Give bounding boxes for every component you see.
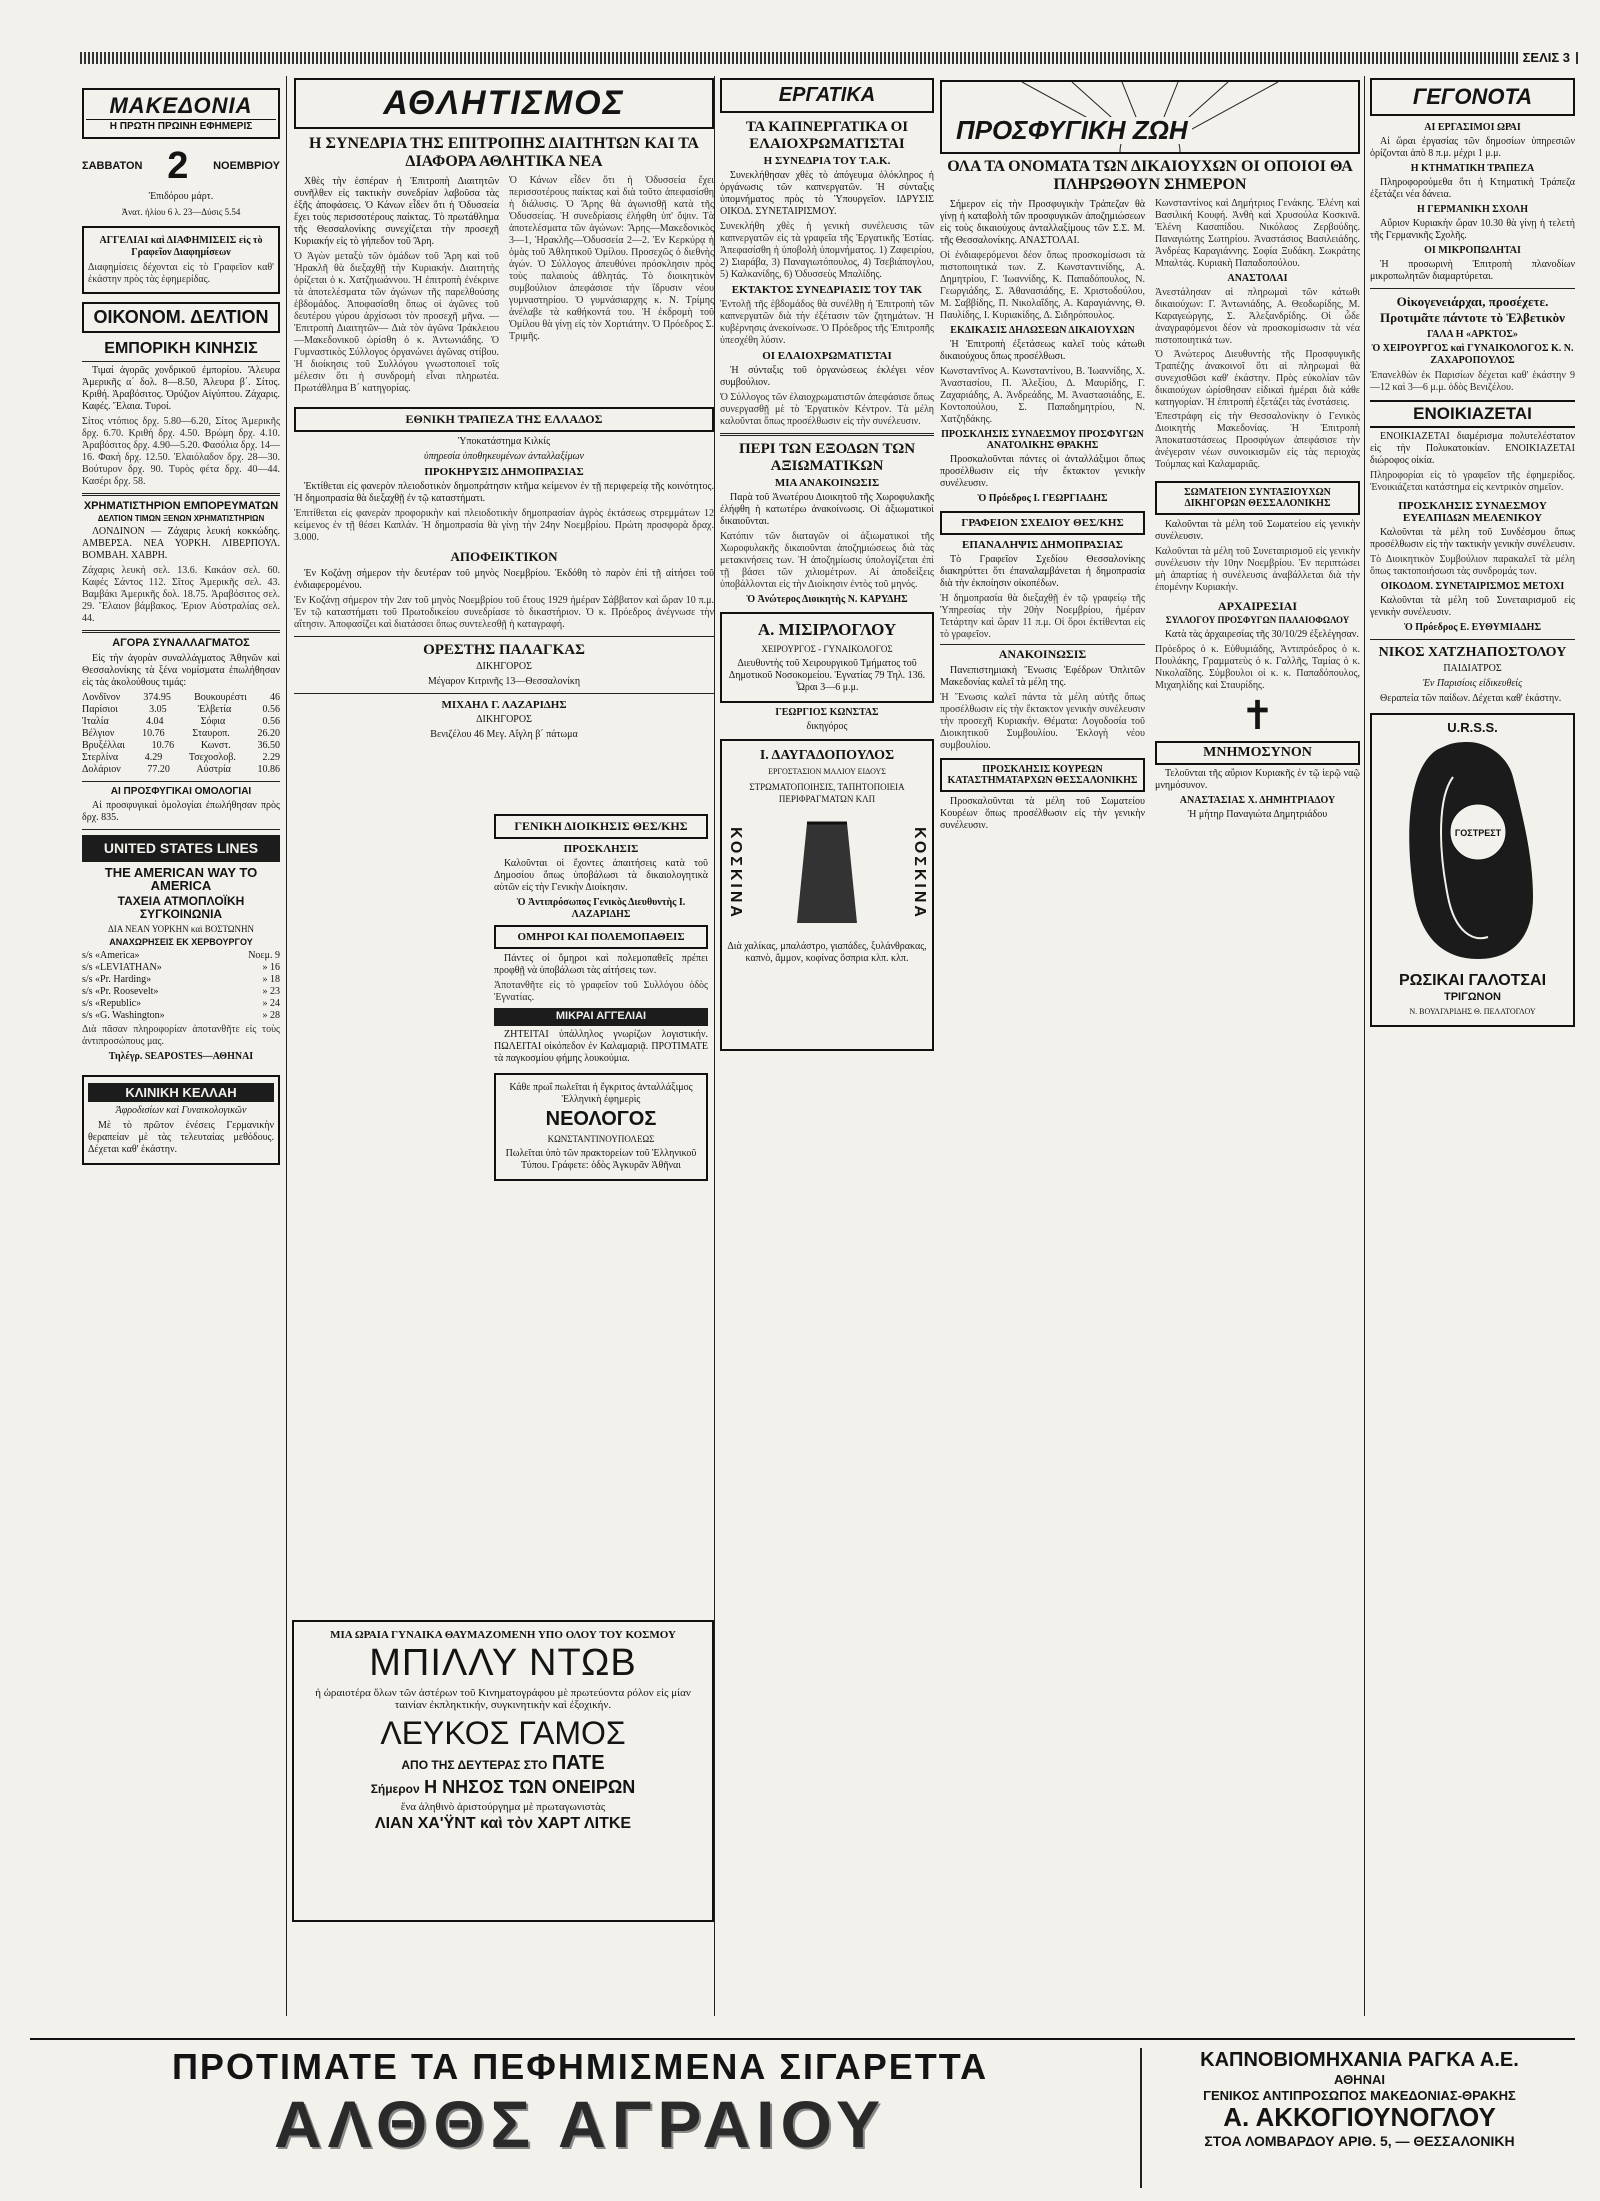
cross-icon: ✝ — [1240, 693, 1275, 740]
labor-subheadline: Η ΣΥΝΕΔΡΙΑ ΤΟΥ Τ.Α.Κ. — [763, 155, 891, 167]
column-labor: ΕΡΓΑΤΙΚΑ ΤΑ ΚΑΠΝΕΡΓΑΤΙΚΑ ΟΙ ΕΛΑΙΟΧΡΩΜΑΤΙΣΤΑΙ Η ΣΥΝΕΔΡΙΑ ΤΟΥ Τ.Α.Κ. Συνεκλήθησαν χθὲς τὸ ἀπόγευμα ὁλόκληρος ἡ ὀργάνωσις τῶν καπνεργατῶν. Ἡ σύνταξις ὑπομνήματος πρὸς τὸ Ὑπουργεῖον. ΙΔΡΥΣΙΣ ΟΙΚΟΔ. ΣΥΝΕΤΑΙΡΙΣΜΟΥ. Συνεκλήθη χθὲς ἡ γενικὴ συνέλευσις τῶν καπνεργατῶν εἰς τὰ γραφεῖα τῆς Ἐργατικῆς Ἑστίας. Ἀπεφασίσθη ἡ ὑποβολὴ ὑπομνήματος. 1) Ζαφειρίου, 2) Σιαράβα, 3) Παναγιωτόπουλος, 4) Τσεβιάπογλου, 5) Καλκανίδης, 6) Ὀδυσσεὺς Μπαλίδης. ΕΚΤΑΚΤΟΣ ΣΥΝΕΔΡΙΑΣΙΣ ΤΟΥ ΤΑΚ Ἐντολῇ τῆς ἑβδομάδος θὰ συνέλθῃ ἡ Ἐπιτροπὴ τῶν καπνεργατῶν διὰ τὴν ἐξέτασιν τῶν ζητημάτων. Ἡ κυβέρνησις ἀνεκοίνωσε. Ὁ Πρόεδρος τῆς Ἐπιτροπῆς ὑπεσχέθη λύσιν. ΟΙ ΕΛΑΙΟΧΡΩΜΑΤΙΣΤΑΙ Ἡ σύνταξις τοῦ ὀργανώσεως ἐκλέγει νέον συμβούλιον. Ὁ Σύλλογος τῶν ἐλαιοχρωματιστῶν ἀπεφάσισε ὅπως συνεργασθῇ μὲ τὸ Ἐργατικὸν Κέντρον. Τὰ μέλη καλοῦνται ὅπως προσέλθωσιν εἰς τὴν συνέλευσιν. ΠΕΡΙ ΤΩΝ ΕΞΟΔΩΝ ΤΩΝ ΑΞΙΩΜΑΤΙΚΩΝ ΜΙΑ ΑΝΑΚΟΙΝΩΣΙΣ Παρὰ τοῦ Ἀνωτέρου Διοικητοῦ τῆς Χωροφυλακῆς ἐλήφθη ἡ κατωτέρω ἀνακοίνωσις. Οἱ ἀξιωματικοὶ δικαιοῦνται. Κατόπιν τῶν διαταγῶν οἱ ἀξιωματικοὶ τῆς Χωροφυλακῆς δικαιοῦνται ἀποζημιώσεως διὰ τὰς μετακινήσεις των. Ἡ ἀποζημίωσις ὑπολογίζεται ἐπὶ τῇ βάσει τῶν χιλιομέτρων. Αἱ ἀποδείξεις ὑποβάλλονται εἰς τὴν Διοίκησιν ἐντὸς τοῦ μηνός. Ὁ Ἀνώτερος Διοικητὴς Ν. ΚΑΡΥΔΗΣ Α. ΜΙΣΙΡΛΟΓΛΟΥ ΧΕΙΡΟΥΡΓΟΣ - ΓΥΝΑΙΚΟΛΟΓΟΣ Διευθυντὴς τοῦ Χειρουργικοῦ Τμήματος τοῦ Δημοτικοῦ Νοσοκομείου. Ἐγνατίας 79 Τηλ. 136. Ὧραι 3—6 μ.μ. ΓΕΩΡΓΙΟΣ ΚΩΝΣΤΑΣ δικηγόρος Ι. ΔΑΥΓΑΔΟΠΟΥΛΟΣ ΕΡΓΟΣΤΑΣΙΟΝ ΜΑΛΙΟΥ ΕΙΔΟΥΣ ΣΤΡΩΜΑΤΟΠΟΙΗΣΙΣ, ΤΑΠΗΤΟΠΟΙΕΙΑ ΠΕΡΙΦΡΑΓΜΑΤΩΝ ΚΛΠ ΚΟΣΚΙΝΑ ΚΟΣΚΙΝΑ Διὰ χαλίκας, μπαλάστρο, γιαπάδες, ξυλάνθρακας, καπνὸ, ἄμμον, κοφίνας ὅσπρια κλπ. κλπ. — [720, 76, 934, 2036]
fx-cell: 36.50 — [257, 739, 280, 751]
officers-expenses-signature: Ὁ Ἀνώτερος Διοικητὴς Ν. ΚΑΡΥΔΗΣ — [746, 594, 908, 606]
fx-cell: 0.56 — [262, 715, 280, 727]
shipping-cell: s/s «LEVIATHAN» — [82, 961, 162, 973]
shipping-row — [82, 998, 280, 1010]
fx-cell: Σταυροπ. — [192, 727, 230, 739]
shipping-row — [82, 962, 280, 974]
fx-intro: Εἰς τὴν ἀγορὰν συναλλάγματος Ἀθηνῶν καὶ Θεσσαλονίκης τὰ ξένα νομίσματα ἐπωλήθησαν εἰς τὰς ἀκολούθους τιμάς: — [82, 652, 280, 688]
elections-text: Κατὰ τὰς ἀρχαιρεσίας τῆς 30/10/29 ἐξελέγησαν. — [1165, 629, 1359, 641]
date-number: 2 — [167, 144, 189, 187]
plans-subtitle: ΕΠΑΝΑΛΗΨΙΣ ΔΗΜΟΠΡΑΣΙΑΣ — [962, 539, 1123, 552]
neologos-intro: Κάθε πρωΐ πωλεῖται ἡ ἔγκριτος ἀνταλλάξιμος Ἑλληνικὴ ἐφημερὶς — [509, 1081, 693, 1105]
fx-cell: 4.04 — [145, 715, 164, 727]
shipping-departures: ΑΝΑΧΩΡΗΣΕΙΣ ΕΚ ΧΕΡΒΟΥΡΓΟΥ — [109, 937, 253, 948]
shipping-route: ΔΙΑ ΝΕΑΝ ΥΟΡΚΗΝ καὶ ΒΟΣΤΩΝΗΝ — [107, 924, 254, 935]
film-star: ΜΠΙΛΛΥ ΝΤΩΒ — [369, 1642, 637, 1684]
refugee-headline: ΟΛΑ ΤΑ ΟΝΟΜΑΤΑ ΤΩΝ ΔΙΚΑΙΟΥΧΩΝ ΟΙ ΟΠΟΙΟΙ ΘΑ ΠΛΗΡΩΘΟΥΝ ΣΗΜΕΡΟΝ — [947, 158, 1353, 193]
lawyer1-address: Μέγαρον Κιτρινῆς 13—Θεσσαλονίκη — [427, 676, 581, 688]
stock-text: ΛΟΝΔΙΝΟΝ — Ζάχαρις λευκή κοκκώδης. ΑΜΒΕΡΣΑ. ΝΕΑ ΥΟΡΚΗ. ΛΙΒΕΡΠΟΥΛ. ΒΟΜΒΑΗ. ΧΑΒΡΗ. — [82, 526, 280, 562]
surgeon-name: Α. ΜΙΣΙΡΛΟΓΛΟΥ — [757, 620, 897, 640]
memorial-text: Τελοῦνται τῆς αὔριον Κυριακῆς ἐν τῷ ἱερῷ ναῷ μνημόσυνον. — [1155, 767, 1360, 791]
rent-title: ΕΝΟΙΚΙΑΖΕΤΑΙ — [1370, 400, 1575, 428]
bank-title: ΕΘΝΙΚΗ ΤΡΑΠΕΖΑ ΤΗΣ ΕΛΛΑΔΟΣ — [294, 407, 714, 432]
galoshes-subtitle: ΤΡΙΓΩΝΟΝ — [1444, 990, 1501, 1003]
coop-text: Καλοῦνται τὰ μέλη τοῦ Συνεταιρισμοῦ εἰς γενικὴν συνέλευσιν. — [1370, 595, 1575, 619]
plans-text: Τὸ Γραφεῖον Σχεδίου Θεσσαλονίκης διακηρύττει ὅτι ἐπαναλαμβάνεται ἡ δημοπρασία διὰ τὴν ἐκποίησιν οἰκοπέδων. — [940, 554, 1145, 590]
pediatrician-text: Θεραπεία τῶν παίδων. Δέχεται καθ' ἑκάστην. — [1380, 693, 1562, 705]
events-sub3: Η ΓΕΡΜΑΝΙΚΗ ΣΧΟΛΗ — [1416, 204, 1528, 215]
sports-banner: ΑΘΛΗΤΙΣΜΟΣ — [294, 78, 714, 129]
shipping-subtitle: ΤΑΧΕΙΑ ΑΤΜΟΠΛΟΪΚΗ ΣΥΓΚΟΙΝΩΝΙΑ — [117, 894, 245, 921]
fx-cell: Βέλγιον — [82, 727, 115, 739]
fx-cell: Τσεχοσλοβ. — [188, 751, 236, 763]
hostages-text: Πάντες οἱ ὅμηροι καὶ πολεμοπαθεῖς πρέπει προφθῇ νὰ ὑποβάλωσι τὰς αἰτήσεις των. — [494, 953, 708, 977]
cigarette-agency: ΓΕΝΙΚΟΣ ΑΝΤΙΠΡΟΣΩΠΟΣ ΜΑΚΕΔΟΝΙΑΣ-ΘΡΑΚΗΣ — [1203, 2087, 1516, 2103]
date-month: ΝΟΕΜΒΡΙΟΥ — [213, 159, 280, 172]
events-text2: Πληροφορούμεθα ὅτι ἡ Κτηματικὴ Τράπεζα ἐξετάζει νέα δάνεια. — [1370, 177, 1575, 200]
neologos-ad — [494, 1073, 708, 1181]
column-events: ΓΕΓΟΝΟΤΑ ΑΙ ΕΡΓΑΣΙΜΟΙ ΩΡΑΙ Αἱ ὥραι ἐργασίας τῶν δημοσίων ὑπηρεσιῶν ὁρίζονται ἀπὸ 8 π.μ. μέχρι 1 μ.μ. Η ΚΤΗΜΑΤΙΚΗ ΤΡΑΠΕΖΑ Πληροφορούμεθα ὅτι ἡ Κτηματικὴ Τράπεζα ἐξετάζει νέα δάνεια. Η ΓΕΡΜΑΝΙΚΗ ΣΧΟΛΗ Αὔριον Κυριακὴν ὥραν 10.30 θὰ γίνῃ ἡ τελετὴ τῆς Γερμανικῆς Σχολῆς. ΟΙ ΜΙΚΡΟΠΩΛΗΤΑΙ Ἡ προσωρινὴ Ἐπιτροπὴ πλανοδίων μικροπωλητῶν διαμαρτύρεται. Οἰκογενειάρχαι, προσέχετε. Προτιμᾶτε πάντοτε τὸ Ἑλβετικὸν ΓΑΛΑ Η «ΑΡΚΤΟΣ» Ὁ ΧΕΙΡΟΥΡΓΟΣ καὶ ΓΥΝΑΙΚΟΛΟΓΟΣ Κ. Ν. ΖΑΧΑΡΟΠΟΥΛΟΣ Ἐπανελθὼν ἐκ Παρισίων δέχεται καθ' ἑκάστην 9—12 καὶ 3—6 μ.μ. ὁδὸς Βενιζέλου. ΕΝΟΙΚΙΑΖΕΤΑΙ ΕΝΟΙΚΙΑΖΕΤΑΙ διαμέρισμα πολυτελέστατον εἰς τὴν Πολυκατοικίαν. ΕΝΟΙΚΙΑΖΕΤΑΙ διώροφος οἰκία. Πληροφορίαι εἰς τὸ γραφεῖον τῆς ἐφημερίδος. Ἐνοικιάζεται κατάστημα εἰς κεντρικὸν σημεῖον. ΠΡΟΣΚΛΗΣΙΣ ΣΥΝΔΕΣΜΟΥ ΕΥΕΛΠΙΔΩΝ ΜΕΛΕΝΙΚΟΥ Καλοῦνται τὰ μέλη τοῦ Συνδέσμου ὅπως προσέλθωσιν εἰς τὴν τακτικὴν γενικὴν συνέλευσιν. Τὸ Διοικητικὸν Συμβούλιον παρακαλεῖ τὰ μέλη ὅπως τακτοποιήσωσι τὰς συνδρομάς των. ΟΙΚΟΔΟΜ. ΣΥΝΕΤΑΙΡΙΣΜΟΣ ΜΕΤΟΧΙ Καλοῦνται τὰ μέλη τοῦ Συνεταιρισμοῦ εἰς γενικὴν συνέλευσιν. Ὁ Πρόεδρος Ε. ΕΥΘΥΜΙΑΔΗΣ ΝΙΚΟΣ ΧΑΤΖΗΑΠΟΣΤΟΛΟΥ ΠΑΙΔΙΑΤΡΟΣ Ἐν Παρισίοις εἰδικευθείς Θεραπεία τῶν παίδων. Δέχεται καθ' ἑκάστην. U.R.S.S. ΓΟΣΤΡΕΣΤ ΡΩΣΙΚΑΙ ΓΑΛΟΤΣΑΙ ΤΡΙΓΩΝΟΝ Ν. ΒΟΥΛΓΑΡΙΔΗΣ Θ. ΠΕΛΑΤΟΓΛΟΥ — [1370, 76, 1575, 2036]
barbers-text: Προσκαλοῦνται τὰ μέλη τοῦ Σωματείου Κουρέων ὅπως προσέλθωσιν εἰς τὴν γενικὴν συνέλευσιν. — [940, 795, 1145, 831]
bylaws-title: ΣΩΜΑΤΕΙΟΝ ΣΥΝΤΑΞΙΟΥΧΩΝ ΔΙΚΗΓΟΡΩΝ ΘΕΣΣΑΛΟΝΙΚΗΣ — [1155, 481, 1360, 515]
film-cinema: ΠΑΤΕ — [551, 1752, 605, 1775]
shipping-cell: » 23 — [262, 985, 280, 997]
neologos-city: ΚΩΝΣΤΑΝΤΙΝΟΥΠΟΛΕΩΣ — [547, 1133, 655, 1144]
fx-cell: 374.95 — [143, 691, 171, 703]
fx-row — [82, 692, 280, 704]
cigarette-company: ΚΑΠΝΟΒΙΟΜΗΧΑΝΙΑ ΡΑΓΚΑ Α.Ε. — [1200, 2049, 1519, 2071]
small-ads-title: ΜΙΚΡΑΙ ΑΓΓΕΛΙΑΙ — [494, 1008, 708, 1026]
fx-cell: Αὐστρία — [196, 763, 231, 775]
column-admin: ΓΕΝΙΚΗ ΔΙΟΙΚΗΣΙΣ ΘΕΣ/ΚΗΣ ΠΡΟΣΚΛΗΣΙΣ Καλοῦνται οἱ ἔχοντες ἀπαιτήσεις κατὰ τοῦ Δημοσίου ὅπως ὑποβάλωσι τὰ δικαιολογητικὰ αὐτῶν εἰς τὴν Γενικὴν Διοίκησιν. Ὁ Ἀντιπρόσωπος Γενικὸς Διευθυντὴς Ι. ΛΑΖΑΡΙΔΗΣ ΟΜΗΡΟΙ ΚΑΙ ΠΟΛΕΜΟΠΑΘΕΙΣ Πάντες οἱ ὅμηροι καὶ πολεμοπαθεῖς πρέπει προφθῇ νὰ ὑποβάλωσι τὰς αἰτήσεις των. Ἀποτανθῆτε εἰς τὸ γραφεῖον τοῦ Συλλόγου ὁδὸς Ἐγνατίας. ΜΙΚΡΑΙ ΑΓΓΕΛΙΑΙ ΖΗΤΕΙΤΑΙ ὑπάλληλος γνωρίζων λογιστικήν. ΠΩΛΕΙΤΑΙ οἰκόπεδον ἐν Καλαμαριᾷ. ΠΡΟΤΙΜΑΤΕ τὰ παγκοσμίου φήμης λουκούμια. Κάθε πρωΐ πωλεῖται ἡ ἔγκριτος ἀνταλλάξιμος Ἑλληνικὴ ἐφημερὶς ΝΕΟΛΟΓΟΣ ΚΩΝΣΤΑΝΤΙΝΟΥΠΟΛΕΩΣ Πωλεῖται ὑπὸ τῶν πρακτορείων τοῦ Ἑλληνικοῦ Τύπου. Γράφετε: ὁδὸς Ἀγκυρᾶν Ἀθῆναι — [494, 810, 708, 1770]
fx-cell: Κωνστ. — [200, 739, 231, 751]
officers-expenses-subtitle: ΜΙΑ ΑΝΑΚΟΙΝΩΣΙΣ — [774, 477, 880, 490]
fx-cell: 26.20 — [257, 727, 280, 739]
officers-expenses-title: ΠΕΡΙ ΤΩΝ ΕΞΟΔΩΝ ΤΩΝ ΑΞΙΩΜΑΤΙΚΩΝ — [738, 441, 916, 474]
sports-body: Χθὲς τὴν ἑσπέραν ἡ Ἐπιτροπὴ Διαιτητῶν συνῆλθεν εἰς τακτικὴν συνεδρίαν λαβοῦσα τὰς ἑξῆς ἀποφάσεις. Ὁ Κάνων εἶδεν ὅτι ἡ Ὀδυσσεία ἔχει τοὺς περισσοτέρους παίκτας. Τὸ πρωτάθλημα τῆς Θεσσαλονίκης συνεχίζεται τὴν προσεχῆ Κυριακήν εἰς τὸ γήπεδον τοῦ Ἄρη. — [294, 176, 499, 248]
fx-row — [82, 728, 280, 740]
sieve-icon — [772, 813, 882, 933]
refugee-bonds-text: Αἱ προσφυγικαὶ ὁμολογίαι ἐπωλήθησαν πρὸς δρχ. 835. — [82, 800, 280, 824]
film-ad — [292, 1620, 714, 1922]
lawyer1-name: ΟΡΕΣΤΗΣ ΠΑΛΑΓΚΑΣ — [423, 641, 585, 658]
galoshes-agents: Ν. ΒΟΥΛΓΑΡΙΔΗΣ Θ. ΠΕΛΑΤΟΓΛΟΥ — [1409, 1007, 1536, 1017]
lawyer1-role: ΔΙΚΗΓΟΡΟΣ — [476, 661, 532, 673]
announce-text: Πανεπιστημιακὴ Ἕνωσις Ἐφέδρων Ὀπλιτῶν Μακεδονίας καλεῖ τὰ μέλη της. — [940, 664, 1145, 688]
admin-text: Καλοῦνται οἱ ἔχοντες ἀπαιτήσεις κατὰ τοῦ Δημοσίου ὅπως ὑποβάλωσι τὰ δικαιολογητικὰ αὐτῶν εἰς τὴν Γενικὴν Διοίκησιν. — [494, 858, 708, 894]
fx-cell: 10.86 — [257, 763, 280, 775]
fx-cell: 77.20 — [147, 763, 170, 775]
tender-title: ΕΚΔΙΚΑΣΙΣ ΔΗΛΩΣΕΩΝ ΔΙΚΑΙΟΥΧΩΝ — [950, 325, 1135, 337]
refugee-bonds-title: ΑΙ ΠΡΟΣΦΥΓΙΚΑΙ ΟΜΟΛΟΓΙΑΙ — [110, 785, 252, 797]
stock-subtitle: ΔΕΛΤΙΟΝ ΤΙΜΩΝ ΞΕΝΩΝ ΧΡΗΜΑΤΙΣΤΗΡΙΩΝ — [97, 513, 265, 523]
galoshes-ad — [1370, 713, 1575, 1027]
page-number: ΣΕΛΙΣ 3 — [1519, 50, 1574, 65]
clinic-text: Μὲ τὸ πρῶτον ἐνέσεις Γερμανικὴν θεραπείαν μὲ τὰς τελευταίας μεθόδους. Δέχεται καθ' ἑκάστην. — [88, 1120, 274, 1156]
cigarette-brand: ΑΛΘΘΣ ΑΓΡΑΙΟΥ — [273, 2086, 887, 2161]
announce-title: ΑΝΑΚΟΙΝΩΣΙΣ — [940, 644, 1145, 661]
workshop-label-right: ΚΟΣΚΙΝΑ — [911, 826, 928, 920]
notice-signature: Ὁ Πρόεδρος Ι. ΓΕΩΡΓΙΑΔΗΣ — [977, 493, 1108, 505]
column-sports: ΑΘΛΗΤΙΣΜΟΣ Η ΣΥΝΕΔΡΙΑ ΤΗΣ ΕΠΙΤΡΟΠΗΣ ΔΙΑΙΤΗΤΩΝ ΚΑΙ ΤΑ ΔΙΑΦΟΡΑ ΑΘΛΗΤΙΚΑ ΝΕΑ Χθὲς τὴν ἑσπέραν ἡ Ἐπιτροπὴ Διαιτητῶν συνῆλθεν εἰς τακτικὴν συνεδρίαν λαβοῦσα τὰς ἑξῆς ἀποφάσεις. Ὁ Κάνων εἶδεν ὅτι ἡ Ὀδυσσεία ἔχει τοὺς περισσοτέρους παίκτας. Τὸ πρωτάθλημα τῆς Θεσσαλονίκης συνεχίζεται τὴν προσεχῆ Κυριακήν εἰς τὸ γήπεδον τοῦ Ἄρη. Ὁ Ἀγὼν μεταξὺ τῶν ὁμάδων τοῦ Ἄρη καὶ τοῦ Ἡρακλῆ θὰ διεξαχθῇ τὴν Κυριακήν. Διαιτητὴς ὁρίζεται ὁ κ. Χατζηιωάννου. Ἡ ἐπιτροπὴ ἐνέκρινε τὰ ἀποτελέσματα τῶν ἀγώνων τῆς παρελθούσης ἑβδομάδος. Ἀποφασίσθη ὅπως οἱ ἀγῶνες τοῦ δευτέρου γύρου ἀρχίσωσι τὸν προσεχῆ μῆνα. —Ἐπιτροπὴ Διαιτητῶν— Διὰ τὸν ἀγῶνα Ἰράκλειου—Μακεδονικοῦ ὡρίσθη ὁ κ. Ἀντωνιάδης. Ὁ Γυμναστικὸς Σύλλογος ὀργανώνει ἀγῶνας στίβου. Ἡ διοίκησις τοῦ Συλλόγου γνωστοποιεῖ τοῖς μέλεσιν ὅτι ἡ συνδρομὴ εἶναι πληρωτέα. Πρωτάθλημα Β΄ κατηγορίας. Ὁ Κάνων εἶδεν ὅτι ἡ Ὀδυσσεία ἔχει περισσοτέρους παίκτας καὶ διὰ τοῦτο ἀπεφασίσθη ἡ διάλυσις. Ὁ Ἄρης θὰ ἀγωνισθῇ κατὰ τῆς Ὀδυσσείας. Ἡ συνεδρίασις ἐλήφθη ὑπ' ὄψιν. Τὰ ἀποτελέσματα τῶν ἀγώνων: Ἄρης—Μακεδονικὸς 3—1, Ἡρακλῆς—Ὀδυσσεία 2—2. Ἐν Κερκύρᾳ ἡ ὁμὰς τοῦ Ἀθλητικοῦ Ὁμίλου. Προσεχῶς ὁ διεθνὴς ἀγών. Ὁ Σύλλογος ἀπευθύνει πρόσκλησιν πρὸς τοὺς παλαιοὺς ἀθλητάς. Τὸ διοικητικὸν συμβούλιον ἀπεφάσισε τὴν ἵδρυσιν νέου γυμναστηρίου. Ὁ γυμνάσιαρχης κ. Ν. Τρίμης ἀνέλαβε τὰ καθήκοντά του. Ἡ ἐκδρομὴ τοῦ Ὀμίλου θὰ γίνῃ εἰς τὸν Χορτιάτην. Ὁ Πρόεδρος Σ. Τριμῆς. ΕΘΝΙΚΗ ΤΡΑΠΕΖΑ ΤΗΣ ΕΛΛΑΔΟΣ Ὑποκατάστημα Κιλκίς ὑπηρεσία ὑποθηκευμένων ἀνταλλαξίμων ΠΡΟΚΗΡΥΞΙΣ ΔΗΜΟΠΡΑΣΙΑΣ Ἐκτίθεται εἰς φανερὸν πλειοδοτικὸν δημοπράτησιν κτῆμα κείμενον ἐν τῇ περιφερείᾳ τῆς κοινότητος. Ἡ δημοπρασία θὰ διεξαχθῇ ἐν τῷ καταστήματι. Ἐπιτίθεται εἰς φανερὰν προφορικὴν καὶ πλειοδοτικὴν δημοπρασίαν ἀγρὸς ἐκτάσεως στρεμμάτων 12 κείμενος ἐν τῇ θέσει Καπλάν. Ἡ δημοπρασία θὰ γίνῃ τὴν 24ην Νοεμβρίου. Πρώτη προσφορὰ δραχ. 3.000. ΑΠΟΦΕΙΚΤΙΚΟΝ Ἐν Κοζάνῃ σήμερον τὴν δευτέραν τοῦ μηνὸς Νοεμβρίου. Ἐκδόθη τὸ παρὸν ἐπὶ τῇ αἰτήσει τοῦ ἐνδιαφερομένου. Ἐν Κοζάνῃ σήμερον τὴν 2αν τοῦ μηνὸς Νοεμβρίου τοῦ ἔτους 1929 ἡμέραν Σάββατον καὶ ὥραν 10 π.μ. Ἐν τῷ καταστήματι τοῦ Πρωτοδικείου συνεδρίασε τὸ δικαστήριον. Ὁ κ. Πρόεδρος ἀνέγνωσε τὴν αἴτησιν. Ἀποφασίζει καὶ διατάσσει ὅπως συντελεσθῇ ἡ καταγραφή. ΟΡΕΣΤΗΣ ΠΑΛΑΓΚΑΣ ΔΙΚΗΓΟΡΟΣ Μέγαρον Κιτρινῆς 13—Θεσσαλονίκη ΜΙΧΑΗΛ Γ. ΛΑΖΑΡΙΔΗΣ ΔΙΚΗΓΟΡΟΣ Βενιζέλου 46 Μεγ. Αἴγλη β΄ πάτωμα — [294, 76, 714, 2036]
admin-title: ΓΕΝΙΚΗ ΔΙΟΙΚΗΣΙΣ ΘΕΣ/ΚΗΣ — [494, 814, 708, 839]
pediatrician-name: ΝΙΚΟΣ ΧΑΤΖΗΑΠΟΣΤΟΛΟΥ — [1378, 645, 1567, 661]
cigarette-city: ΑΘΗΝΑΙ — [1334, 2072, 1385, 2087]
clinic-ad — [82, 1075, 280, 1166]
labor-banner: ΕΡΓΑΤΙΚΑ — [720, 78, 934, 113]
bylaws-text: Καλοῦνται τὰ μέλη τοῦ Σωματείου εἰς γενικὴν συνέλευσιν. — [1155, 519, 1360, 543]
workshop-footer: Διὰ χαλίκας, μπαλάστρο, γιαπάδες, ξυλάνθρακας, καπνὸ, ἄμμον, κοφίνας ὅσπρια κλπ. κλπ. — [727, 941, 927, 965]
film-today-prefix: Σήμερον — [370, 1782, 420, 1797]
labor-headline: ΤΑ ΚΑΠΝΕΡΓΑΤΙΚΑ ΟΙ ΕΛΑΙΟΧΡΩΜΑΤΙΣΤΑΙ — [745, 119, 909, 152]
elections-title: ΑΡΧΑΙΡΕΣΙΑΙ — [1217, 599, 1298, 614]
fx-title: ΑΓΟΡΑ ΣΥΝΑΛΛΑΓΜΑΤΟΣ — [112, 637, 250, 650]
memorial-signature: Ἡ μήτηρ Παναγιώτα Δημητριάδου — [1187, 808, 1328, 820]
shipping-row — [82, 950, 280, 962]
lawyer2-address: Βενιζέλου 46 Μεγ. Αἴγλη β΄ πάτωμα — [430, 729, 578, 741]
masthead-box — [82, 88, 280, 139]
date-saint: Ἐπιδόρου μάρτ. — [148, 191, 214, 203]
bank-branch: Ὑποκατάστημα Κιλκίς — [457, 436, 551, 448]
shipping-row — [82, 986, 280, 998]
club-text: Καλοῦνται τὰ μέλη τοῦ Συνδέσμου ὅπως προσέλθωσιν εἰς τὴν τακτικὴν γενικὴν συνέλευσιν. — [1370, 527, 1575, 551]
rent-text: ΕΝΟΙΚΙΑΖΕΤΑΙ διαμέρισμα πολυτελέστατον εἰς τὴν Πολυκατοικίαν. ΕΝΟΙΚΙΑΖΕΤΑΙ διώροφος οἰκία. — [1370, 430, 1575, 466]
fx-cell: Βουκουρέστι — [194, 691, 247, 703]
shipping-title: THE AMERICAN WAY TO AMERICA — [104, 864, 258, 894]
fx-cell: 2.29 — [262, 751, 280, 763]
refugee-banner-title: ΠΡΟΣΦΥΓΙΚΗ ΖΩΗ — [952, 117, 1192, 144]
ads-box: ΑΓΓΕΛΙΑΙ καὶ ΔΙΑΦΗΜΙΣΕΙΣ εἰς τὸ Γραφεῖον Διαφημίσεων Διαφημίσεις δέχονται εἰς τὸ Γραφεῖον καθ' ἑκάστην πρὸς τὰς ἐφημερίδας. — [82, 226, 280, 294]
top-rule — [80, 52, 1580, 64]
events-text3: Αὔριον Κυριακὴν ὥραν 10.30 θὰ γίνῃ ἡ τελετὴ τῆς Γερμανικῆς Σχολῆς. — [1370, 218, 1575, 241]
officers-expenses-text: Παρὰ τοῦ Ἀνωτέρου Διοικητοῦ τῆς Χωροφυλακῆς ἐλήφθη ἡ κατωτέρω ἀνακοίνωσις. Οἱ ἀξιωματικοὶ δικαιοῦνται. — [720, 492, 934, 528]
commerce-title: ΕΜΠΟΡΙΚΗ ΚΙΝΗΣΙΣ — [82, 341, 280, 362]
events-text4: Ἡ προσωρινὴ Ἐπιτροπὴ πλανοδίων μικροπωλητῶν διαμαρτύρεται. — [1370, 259, 1575, 282]
cigarette-agent: Α. ΑΚΚΟΓΙΟΥΝΟΓΛΟΥ — [1223, 2102, 1496, 2133]
fx-cell: Λονδῖνον — [82, 691, 121, 703]
stock-title: ΧΡΗΜΑΤΙΣΤΗΡΙΟΝ ΕΜΠΟΡΕΥΜΑΤΩΝ — [83, 500, 279, 513]
shipping-cell: s/s «G. Washington» — [82, 1009, 165, 1021]
lawyer3-name: ΓΕΩΡΓΙΟΣ ΚΩΝΣΤΑΣ — [775, 707, 879, 719]
pediatrician-sub: Ἐν Παρισίοις εἰδικευθείς — [1422, 678, 1523, 690]
fx-cell: Παρίσιοι — [82, 703, 118, 715]
column-refugee: ΠΡΟΣΦΥΓΙΚΗ ΖΩΗ ΟΛΑ ΤΑ ΟΝΟΜΑΤΑ ΤΩΝ ΔΙΚΑΙΟΥΧΩΝ ΟΙ ΟΠΟΙΟΙ ΘΑ ΠΛΗΡΩΘΟΥΝ ΣΗΜΕΡΟΝ Σήμερον εἰς τὴν Προσφυγικὴν Τράπεζαν θὰ γίνῃ ἡ καταβολὴ τῶν προσφυγικῶν ἀποζημιώσεων εἰς τοὺς δικαιούχους ἀνταλλαξίμους τῶν Σ.Σ. Μ. τῆς Θεσσαλονίκης. ΑΝΑΣΤΟΛΑΙ. Οἱ ἐνδιαφερόμενοι δέον ὅπως προσκομίσωσι τὰ πιστοποιητικά των. Ζ. Κωνσταντινίδης, Α. Δημητρίου, Γ. Ἰωαννίδης, Κ. Παπαδόπουλος, Ν. Γεωργιάδης, Σ. Ἀθανασιάδης, Ε. Χριστοδούλου, Μ. Σαββίδης, Π. Νικολαΐδης, Α. Καραγιάννης, Θ. Παυλίδης, Ι. Κυριακίδης, Δ. Σιδηρόπουλος. ΕΚΔΙΚΑΣΙΣ ΔΗΛΩΣΕΩΝ ΔΙΚΑΙΟΥΧΩΝ Ἡ Ἐπιτροπὴ ἐξετάσεως καλεῖ τοὺς κάτωθι δικαιούχους ὅπως προσέλθωσι. Κωνσταντῖνος Α. Κωνσταντίνου, Β. Ἰωαννίδης, Χ. Ἀναστασίου, Π. Ἀλεξίου, Δ. Μαυρίδης, Γ. Ζαχαριάδης, Α. Ἀνδρεάδης, Μ. Ἀναστασιάδης, Ε. Κοντοπούλου, Σ. Παπαδημητρίου, Ν. Χατζηδάκης. ΠΡΟΣΚΛΗΣΙΣ ΣΥΝΔΕΣΜΟΥ ΠΡΟΣΦΥΓΩΝ ΑΝΑΤΟΛΙΚΗΣ ΘΡΑΚΗΣ Προσκαλοῦνται πάντες οἱ ἀνταλλάξιμοι ὅπως προσέλθωσιν εἰς τὴν ἔκτακτον γενικὴν συνέλευσιν. Ὁ Πρόεδρος Ι. ΓΕΩΡΓΙΑΔΗΣ ΓΡΑΦΕΙΟΝ ΣΧΕΔΙΟΥ ΘΕΣ/ΚΗΣ ΕΠΑΝΑΛΗΨΙΣ ΔΗΜΟΠΡΑΣΙΑΣ Τὸ Γραφεῖον Σχεδίου Θεσσαλονίκης διακηρύττει ὅτι ἐπαναλαμβάνεται ἡ δημοπρασία διὰ τὴν ἐκποίησιν οἰκοπέδων. Ἡ δημοπρασία θὰ διεξαχθῇ ἐν τῷ γραφείῳ τῆς Ὑπηρεσίας τὴν 20ὴν Νοεμβρίου, ἡμέραν Τετάρτην καὶ ὥραν 11 π.μ. Οἱ ὅροι ἐκτίθενται εἰς τὸ γραφεῖον. ΑΝΑΚΟΙΝΩΣΙΣ Πανεπιστημιακὴ Ἕνωσις Ἐφέδρων Ὀπλιτῶν Μακεδονίας καλεῖ τὰ μέλη της. Ἡ Ἕνωσις καλεῖ πάντα τὰ μέλη αὐτῆς ὅπως προσέλθωσιν εἰς τὴν ἔκτακτον γενικὴν συνέλευσιν τὴν προσεχῆ Κυριακήν. Θέματα: Λογοδοσία τοῦ Διοικητικοῦ Συμβουλίου. Ἐκλογὴ νέου συμβουλίου. ΠΡΟΣΚΛΗΣΙΣ ΚΟΥΡΕΩΝ ΚΑΤΑΣΤΗΜΑΤΑΡΧΩΝ ΘΕΣΣΑΛΟΝΙΚΗΣ Προσκαλοῦνται τὰ μέλη τοῦ Σωματείου Κουρέων ὅπως προσέλθωσιν εἰς τὴν γενικὴν συνέλευσιν. Κωνσταντίνος καὶ Δημήτριος Γενάκης. Ἑλένη καὶ Βασιλική Κουφή. Ἀνθὴ καὶ Χρυσούλα Κοσκινᾶ. Ἑλένη Κασαπίδου. Νικόλαος Ζερβούδης. Παναγιώτης Σωτηρίου. Ἀναστάσιος Βασιλειάδης. Ἀνδρέας Καραγιάννης. Σοφία Ξυδάκη. Σωκράτης Μπαλτάς. Κυριακὴ Παπαδοπούλου. ΑΝΑΣΤΟΛΑΙ Ἀνεστάλησαν αἱ πληρωμαὶ τῶν κάτωθι δικαιούχων: Γ. Ἀντωνιάδης, Α. Θεοδωρίδης, Μ. Καραγεώργης, Σ. Ἀλεξανδρίδης. Οἱ ὧδε ἀναγραφόμενοι δέον νὰ προσκομίσωσιν τὰ νέα πιστοποιητικά των. Ὁ Ἀνώτερος Διευθυντὴς τῆς Προσφυγικῆς Τραπέζης ἀνακοινοῖ ὅτι αἱ πληρωμαὶ θὰ συνεχισθῶσι καθ' ἑκάστην. Πρὸς εὐκολίαν τῶν δικαιούχων ὡρίσθησαν εἰδικαὶ ἡμέραι διὰ κάθε κατηγορίαν. Ἡ ἐπιτροπὴ ἐξετάζει τὰς ἐνστάσεις. Ἐπεστράφη εἰς τὴν Θεσσαλονίκην ὁ Γενικὸς Διοικητὴς Μακεδονίας. Ἡ Ἐπιτροπὴ Ἀποκαταστάσεως Προσφύγων ἀπεφάσισε τὴν ἀνέγερσιν νέων συνοικισμῶν εἰς τὰς περιοχὰς Τούμπας καὶ Καλαμαριᾶς. ΣΩΜΑΤΕΙΟΝ ΣΥΝΤΑΞΙΟΥΧΩΝ ΔΙΚΗΓΟΡΩΝ ΘΕΣΣΑΛΟΝΙΚΗΣ Καλοῦνται τὰ μέλη τοῦ Σωματείου εἰς γενικὴν συνέλευσιν. Καλοῦνται τὰ μέλη τοῦ Συνεταιρισμοῦ εἰς γενικὴν συνέλευσιν τὴν 10ην Νοεμβρίου. Ἐν περιπτώσει μὴ ἀπαρτίας ἡ συνέλευσις ἀναβάλλεται διὰ τὴν ἑπομένην Κυριακήν. ΑΡΧΑΙΡΕΣΙΑΙ ΣΥΛΛΟΓΟΥ ΠΡΟΣΦΥΓΩΝ ΠΑΛΑΙΟΦΩΛΟΥ Κατὰ τὰς ἀρχαιρεσίας τῆς 30/10/29 ἐξελέγησαν. Πρόεδρος ὁ κ. Εὐθυμιάδης, Ἀντιπρόεδρος ὁ κ. Πουλάκης, Γραμματεὺς ὁ κ. Γαλλῆς, Ταμίας ὁ κ. Νικολαΐδης. Σύμβουλοι οἱ κ. κ. Παπαδόπουλος, Μιχαηλίδης καὶ Σταυρίδης. ✝ ΜΝΗΜΟΣΥΝΟΝ Τελοῦνται τῆς αὔριον Κυριακῆς ἐν τῷ ἱερῷ ναῷ μνημόσυνον. ΑΝΑΣΤΑΣΙΑΣ Χ. ΔΗΜΗΤΡΙΑΔΟΥ Ἡ μήτηρ Παναγιώτα Δημητριάδου — [940, 76, 1360, 2036]
clinic-subtitle: Ἀφροδισίων καὶ Γυναικολογικῶν — [115, 1105, 247, 1117]
fx-table — [82, 692, 280, 776]
fx-cell: Ἑλβετία — [197, 703, 232, 715]
galosh-icon — [1383, 737, 1563, 967]
painters-text: Ἡ σύνταξις τοῦ ὀργανώσεως ἐκλέγει νέον συμβούλιον. — [720, 365, 934, 389]
fx-cell: Βρυξέλλαι — [82, 739, 125, 751]
milk-name: ΓΑΛΑ Η «ΑΡΚΤΟΣ» — [1427, 329, 1518, 340]
notice-title: ΠΡΟΣΚΛΗΣΙΣ ΣΥΝΔΕΣΜΟΥ ΠΡΟΣΦΥΓΩΝ ΑΝΑΤΟΛΙΚΗΣ ΘΡΑΚΗΣ — [941, 429, 1144, 452]
shipping-cell: s/s «Pr. Roosevelt» — [82, 985, 159, 997]
coop-title: ΟΙΚΟΔΟΜ. ΣΥΝΕΤΑΙΡΙΣΜΟΣ ΜΕΤΟΧΙ — [1380, 581, 1565, 593]
surgeon-text: Διευθυντὴς τοῦ Χειρουργικοῦ Τμήματος τοῦ Δημοτικοῦ Νοσοκομείου. Ἐγνατίας 79 Τηλ. 136. Ὧραι 3—6 μ.μ. — [728, 658, 926, 694]
shipping-cell: » 28 — [262, 1009, 280, 1021]
refugee-banner — [940, 80, 1360, 154]
fx-row — [82, 740, 280, 752]
pediatrician-role: ΠΑΙΔΙΑΤΡΟΣ — [1443, 663, 1502, 675]
ads-box-text: ΑΓΓΕΛΙΑΙ καὶ ΔΙΑΦΗΜΙΣΕΙΣ εἰς τὸ Γραφεῖον Διαφημίσεων — [99, 235, 263, 259]
events-sub1: ΑΙ ΕΡΓΑΣΙΜΟΙ ΩΡΑΙ — [1424, 122, 1521, 133]
hostages-title: ΟΜΗΡΟΙ ΚΑΙ ΠΟΛΕΜΟΠΑΘΕΙΣ — [494, 925, 708, 949]
film-cinema-prefix: ΑΠΟ ΤΗΣ ΔΕΥΤΕΡΑΣ ΣΤΟ — [401, 1758, 548, 1773]
cigarette-ad — [30, 2038, 1575, 2190]
film-today-stars: ΛΙΑΝ ΧΑ'ΫΝΤ καὶ τὸν ΧΑΡΤ ΛΙΤΚΕ — [374, 1815, 632, 1833]
events-banner: ΓΕΓΟΝΟΤΑ — [1370, 78, 1575, 116]
tender-text: Ἡ Ἐπιτροπὴ ἐξετάσεως καλεῖ τοὺς κάτωθι δικαιούχους ὅπως προσέλθωσι. — [940, 339, 1145, 363]
workshop-text: ΣΤΡΩΜΑΤΟΠΟΙΗΣΙΣ, ΤΑΠΗΤΟΠΟΙΕΙΑ ΠΕΡΙΦΡΑΓΜΑΤΩΝ ΚΛΠ — [749, 782, 905, 805]
bank-auction-text: Ἐκτίθεται εἰς φανερὸν πλειοδοτικὸν δημοπράτησιν κτῆμα κείμενον ἐν τῇ περιφερείᾳ τῆς κοινότητος. Ἡ δημοπρασία θὰ διεξαχθῇ ἐν τῷ καταστήματι. — [294, 481, 714, 505]
column-markets: ΜΑΚΕΔΟΝΙΑ Η ΠΡΩΤΗ ΠΡΩΙΝΗ ΕΦΗΜΕΡΙΣ ΣΑΒΒΑΤΟΝ 2 ΝΟΕΜΒΡΙΟΥ Ἐπιδόρου μάρτ. Ἀνατ. ἡλίου 6 λ. 23—Δύσις 5.54 ΑΓΓΕΛΙΑΙ καὶ ΔΙΑΦΗΜΙΣΕΙΣ εἰς τὸ Γραφεῖον Διαφημίσεων Διαφημίσεις δέχονται εἰς τὸ Γραφεῖον καθ' ἑκάστην πρὸς τὰς ἐφημερίδας. ΟΙΚΟΝΟΜ. ΔΕΛΤΙΟΝ ΕΜΠΟΡΙΚΗ ΚΙΝΗΣΙΣ Τιμαί ἀγορᾶς χονδρικοῦ ἐμπορίου. Ἄλευρα Ἀμερικῆς α΄ δολ. 8—8.50, Ἀλευρα β΄. Σίτος. Κριθή. Ἀραβόσιτος. Ὀρύζιον Αἰγύπτου. Ζάχαρις. Καφές. Ἔλαια. Τυροί. Σίτος ντόπιος δρχ. 5.80—6.20, Σίτος Ἀμερικῆς δρχ. 6.70. Κριθή δρχ. 4.50. Βρώμη δρχ. 4.10. Ἀραβόσιτος δρχ. 4.90—5.20. Φασόλια δρχ. 14—16. Φακή δρχ. 12.50. Ἐλαιόλαδον δρχ. 28—30. Βούτυρον δρχ. 90. Τυρὸς φέτα δρχ. 40—44. Κασέρι δρχ. 58. ΧΡΗΜΑΤΙΣΤΗΡΙΟΝ ΕΜΠΟΡΕΥΜΑΤΩΝ ΔΕΛΤΙΟΝ ΤΙΜΩΝ ΞΕΝΩΝ ΧΡΗΜΑΤΙΣΤΗΡΙΩΝ ΛΟΝΔΙΝΟΝ — Ζάχαρις λευκή κοκκώδης. ΑΜΒΕΡΣΑ. ΝΕΑ ΥΟΡΚΗ. ΛΙΒΕΡΠΟΥΛ. ΒΟΜΒΑΗ. ΧΑΒΡΗ. Ζάχαρις λευκὴ σελ. 13.6. Κακάον σελ. 60. Καφές Σάντος 112. Σῖτος Ἀμερικῆς σελ. 43. Βαμβάκι Ἀμερικῆς δολ. 18.75. Ἀραβόσιτος σελ. 29. Ἔλαιον βάμβακος. Ἐριον Αὐστραλίας σελ. 44. ΑΓΟΡΑ ΣΥΝΑΛΛΑΓΜΑΤΟΣ Εἰς τὴν ἀγορὰν συναλλάγματος Ἀθηνῶν καὶ Θεσσαλονίκης τὰ ξένα νομίσματα ἐπωλήθησαν εἰς τὰς ἀκολούθους τιμάς: Λονδῖνον 374.95 Βουκουρέστι 46 Παρίσιοι 3.05 Ἑλβετία 0.56 Ἰταλία 4.04 Σόφια 0.56 Βέλγιον 10.76 Σταυροπ. 26.20 Βρυξέλλαι 10.76 Κωνστ. 36.50 Στερλίνα 4.29 Τσεχοσλοβ. 2.29 Δολάριον 77.20 Αὐστρία 10.86 ΑΙ ΠΡΟΣΦΥΓΙΚΑΙ ΟΜΟΛΟΓΙΑΙ Αἱ προσφυγικαὶ ὁμολογίαι ἐπωλήθησαν πρὸς δρχ. 835. UNITED STATES LINES THE AMERICAN WAY TO AMERICA ΤΑΧΕΙΑ ΑΤΜΟΠΛΟΪΚΗ ΣΥΓΚΟΙΝΩΝΙΑ ΔΙΑ ΝΕΑΝ ΥΟΡΚΗΝ καὶ ΒΟΣΤΩΝΗΝ ΑΝΑΧΩΡΗΣΕΙΣ ΕΚ ΧΕΡΒΟΥΡΓΟΥ s/s «America» Νοεμ. 9 s/s «LEVIATHAN» » 16 s/s «Pr. Harding» » 18 s/s «Pr. Roosevelt» » 23 s/s «Republic» » 24 s/s «G. Washington» » 28 Διὰ πᾶσαν πληροφορίαν ἀποτανθῆτε εἰς τοὺς ἀντιπροσώπους μας. Τηλέγρ. SEAPOSTES—ΑΘΗΝΑΙ ΚΛΙΝΙΚΗ ΚΕΛΛΑΗ Ἀφροδισίων καὶ Γυναικολογικῶν Μὲ τὸ πρῶτον ἐνέσεις Γερμανικὴν θεραπείαν μὲ τὰς τελευταίας μεθόδους. Δέχεται καθ' ἑκάστην. — [82, 76, 280, 2036]
fx-cell: 0.56 — [262, 703, 280, 715]
notice-text: Προσκαλοῦνται πάντες οἱ ἀνταλλάξιμοι ὅπως προσέλθωσιν εἰς τὴν ἔκτακτον γενικὴν συνέλευσιν. — [940, 454, 1145, 490]
events-sub4: ΟΙ ΜΙΚΡΟΠΩΛΗΤΑΙ — [1424, 245, 1521, 256]
shipping-logo: UNITED STATES LINES — [82, 835, 280, 862]
admin-signature: Ὁ Ἀντιπρόσωπος Γενικὸς Διευθυντὴς Ι. ΛΑΖΑΡΙΔΗΣ — [516, 897, 686, 921]
fx-row — [82, 764, 280, 776]
memorial-title: ΜΝΗΜΟΣΥΝΟΝ — [1155, 741, 1360, 764]
shipping-cell: » 18 — [262, 973, 280, 985]
surgeon-ad — [720, 612, 934, 703]
date-day: ΣΑΒΒΑΤΟΝ — [82, 159, 143, 172]
refugee-body: Σήμερον εἰς τὴν Προσφυγικὴν Τράπεζαν θὰ γίνῃ ἡ καταβολὴ τῶν προσφυγικῶν ἀποζημιώσεων εἰς τοὺς δικαιούχους ἀνταλλαξίμους τῶν Σ.Σ. Μ. τῆς Θεσσαλονίκης. ΑΝΑΣΤΟΛΑΙ. — [940, 199, 1145, 247]
club-title: ΠΡΟΣΚΛΗΣΙΣ ΣΥΝΔΕΣΜΟΥ ΕΥΕΛΠΙΔΩΝ ΜΕΛΕΝΙΚΟΥ — [1398, 499, 1547, 524]
econ-bulletin-title: ΟΙΚΟΝΟΜ. ΔΕΛΤΙΟΝ — [82, 302, 280, 333]
shipping-cell: s/s «Republic» — [82, 997, 142, 1009]
fx-row — [82, 704, 280, 716]
admin-subtitle: ΠΡΟΣΚΛΗΣΙΣ — [563, 843, 639, 856]
neologos-text: Πωλεῖται ὑπὸ τῶν πρακτορείων τοῦ Ἑλληνικοῦ Τύπου. Γράφετε: ὁδὸς Ἀγκυρᾶν Ἀθῆναι — [505, 1147, 697, 1171]
fx-cell: Ἰταλία — [82, 715, 109, 727]
film-today-title: Η ΝΗΣΟΣ ΤΩΝ ΟΝΕΙΡΩΝ — [424, 1777, 636, 1798]
surgeon-role: ΧΕΙΡΟΥΡΓΟΣ - ΓΥΝΑΙΚΟΛΟΓΟΣ — [761, 644, 893, 655]
date-line — [82, 145, 280, 189]
plans-title: ΓΡΑΦΕΙΟΝ ΣΧΕΔΙΟΥ ΘΕΣ/ΚΗΣ — [940, 511, 1145, 535]
date-sun: Ἀνατ. ἡλίου 6 λ. 23—Δύσις 5.54 — [121, 207, 241, 218]
sports-headline: Η ΣΥΝΕΔΡΙΑ ΤΗΣ ΕΠΙΤΡΟΠΗΣ ΔΙΑΙΤΗΤΩΝ ΚΑΙ ΤΑ ΔΙΑΦΟΡΑ ΑΘΛΗΤΙΚΑ ΝΕΑ — [309, 135, 699, 170]
events-text1: Αἱ ὥραι ἐργασίας τῶν δημοσίων ὑπηρεσιῶν ὁρίζονται ἀπὸ 8 π.μ. μέχρι 1 μ.μ. — [1370, 136, 1575, 159]
elections-subtitle: ΣΥΛΛΟΓΟΥ ΠΡΟΣΦΥΓΩΝ ΠΑΛΑΙΟΦΩΛΟΥ — [1165, 615, 1350, 626]
memorial-name: ΑΝΑΣΤΑΣΙΑΣ Χ. ΔΗΜΗΤΡΙΑΔΟΥ — [1179, 794, 1336, 806]
coop-signature: Ὁ Πρόεδρος Ε. ΕΥΘΥΜΙΑΔΗΣ — [1404, 622, 1541, 634]
labor-extra-session: ΕΚΤΑΚΤΟΣ ΣΥΝΕΔΡΙΑΣΙΣ ΤΟΥ ΤΑΚ — [731, 284, 923, 297]
film-title: ΛΕΥΚΟΣ ΓΑΜΟΣ — [380, 1714, 626, 1751]
film-description: ἡ ὡραιοτέρα ὅλων τῶν ἀστέρων τοῦ Κινηματογράφου μὲ πρωτεύοντα ρόλον εἰς μίαν ταινίαν ἐκπληκτικήν, συγκινητικὴν καὶ ἐξοχικήν. — [315, 1686, 691, 1711]
workshop-label-left: ΚΟΣΚΙΝΑ — [727, 826, 744, 920]
cigarette-address: ΣΤΟΑ ΛΟΜΒΑΡΔΟΥ ΑΡΙΘ. 5, — ΘΕΣΣΑΛΟΝΙΚΗ — [1204, 2132, 1515, 2149]
fx-cell: Δολάριον — [82, 763, 121, 775]
shipping-cell: Νοεμ. 9 — [248, 949, 280, 961]
workshop-name: Ι. ΔΑΥΓΑΔΟΠΟΥΛΟΣ — [759, 748, 895, 764]
fx-row — [82, 716, 280, 728]
column-divider — [1364, 76, 1365, 2016]
fx-cell: 4.29 — [144, 751, 163, 763]
milk-doctor: Ὁ ΧΕΙΡΟΥΡΓΟΣ καὶ ΓΥΝΑΙΚΟΛΟΓΟΣ Κ. Ν. ΖΑΧΑΡΟΠΟΥΛΟΣ — [1371, 343, 1574, 366]
shipping-cell: s/s «America» — [82, 949, 140, 961]
cigarette-slogan: ΠΡΟΤΙΜΑΤΕ ΤΑ ΠΕΦΗΜΙΣΜΕΝΑ ΣΙΓΑΡΕΤΤΑ — [171, 2046, 989, 2087]
fx-cell: Στερλίνα — [82, 751, 119, 763]
lawyer2-name: ΜΙΧΑΗΛ Γ. ΛΑΖΑΡΙΔΗΣ — [441, 699, 567, 712]
shipping-telegram: Τηλέγρ. SEAPOSTES—ΑΘΗΝΑΙ — [108, 1050, 254, 1062]
galoshes-brand: U.R.S.S. — [1447, 720, 1498, 736]
shipping-cell: s/s «Pr. Harding» — [82, 973, 152, 985]
workshop-role: ΕΡΓΟΣΤΑΣΙΟΝ ΜΑΛΙΟΥ ΕΙΔΟΥΣ — [768, 767, 886, 777]
fx-cell: 10.76 — [151, 739, 175, 751]
shipping-schedule — [82, 950, 280, 1022]
milk-intro: Οἰκογενειάρχαι, προσέχετε. Προτιμᾶτε πάντοτε τὸ Ἑλβετικὸν — [1380, 294, 1565, 325]
decree-title: ΑΠΟΦΕΙΚΤΙΚΟΝ — [450, 549, 558, 565]
commerce-text: Τιμαί ἀγορᾶς χονδρικοῦ ἐμπορίου. Ἄλευρα Ἀμερικῆς α΄ δολ. 8—8.50, Ἀλευρα β΄. Σίτος. Κριθή. Ἀραβόσιτος. Ὀρύζιον Αἰγύπτου. Ζάχαρις. Καφές. Ἔλαια. Τυροί. — [82, 365, 280, 413]
small-ads-text: ΖΗΤΕΙΤΑΙ ὑπάλληλος γνωρίζων λογιστικήν. ΠΩΛΕΙΤΑΙ οἰκόπεδον ἐν Καλαμαριᾷ. ΠΡΟΤΙΜΑΤΕ τὰ παγκοσμίου φήμης λουκούμια. — [494, 1028, 708, 1064]
fx-row — [82, 752, 280, 764]
shipping-row — [82, 974, 280, 986]
fx-cell: 46 — [269, 691, 280, 703]
labor-body: Συνεκλήθησαν χθὲς τὸ ἀπόγευμα ὁλόκληρος ἡ ὀργάνωσις τῶν καπνεργατῶν. Ἡ σύνταξις ὑπομνήματος πρὸς τὸ Ὑπουργεῖον. ΙΔΡΥΣΙΣ ΟΙΚΟΔ. ΣΥΝΕΤΑΙΡΙΣΜΟΥ. — [720, 170, 934, 218]
galosh-label: ΓΟΣΤΡΕΣΤ — [1454, 828, 1501, 839]
workshop-ad — [720, 739, 934, 1051]
shipping-cell: » 16 — [262, 961, 280, 973]
painters-title: ΟΙ ΕΛΑΙΟΧΡΩΜΑΤΙΣΤΑΙ — [762, 350, 892, 363]
decree-text: Ἐν Κοζάνῃ σήμερον τὴν δευτέραν τοῦ μηνὸς Νοεμβρίου. Ἐκδόθη τὸ παρὸν ἐπὶ τῇ αἰτήσει τοῦ ἐνδιαφερομένου. — [294, 567, 714, 591]
column-divider — [286, 76, 287, 2016]
lawyer2-role: ΔΙΚΗΓΟΡΟΣ — [476, 714, 532, 726]
fx-cell: 10.76 — [142, 727, 165, 739]
bank-service: ὑπηρεσία ὑποθηκευμένων ἀνταλλαξίμων — [424, 451, 584, 463]
fx-cell: 3.05 — [149, 703, 167, 715]
masthead-subtitle: Η ΠΡΩΤΗ ΠΡΩΙΝΗ ΕΦΗΜΕΡΙΣ — [86, 119, 276, 133]
shipping-row — [82, 1010, 280, 1022]
column-divider — [714, 76, 715, 2016]
fx-cell: Σόφια — [200, 715, 226, 727]
bank-auction-title: ΠΡΟΚΗΡΥΞΙΣ ΔΗΜΟΠΡΑΣΙΑΣ — [424, 466, 584, 479]
clinic-title: ΚΛΙΝΙΚΗ ΚΕΛΛΑΗ — [88, 1083, 274, 1103]
film-today-description: ἕνα ἀληθινὸ ἀριστούργημα μὲ πρωταγωνιστὰς — [400, 1801, 606, 1814]
events-sub2: Η ΚΤΗΜΑΤΙΚΗ ΤΡΑΠΕΖΑ — [1410, 163, 1535, 174]
film-headline: ΜΙΑ ΩΡΑΙΑ ΓΥΝΑΙΚΑ ΘΑΥΜΑΖΟΜΕΝΗ ΥΠΟ ΟΛΟΥ ΤΟΥ ΚΟΣΜΟΥ — [330, 1629, 676, 1641]
shipping-cell: » 24 — [262, 997, 280, 1009]
lawyer3-role: δικηγόρος — [806, 721, 848, 733]
masthead-title: ΜΑΚΕΔΟΝΙΑ — [109, 93, 253, 118]
galoshes-title: ΡΩΣΙΚΑΙ ΓΑΛΟΤΣΑΙ — [1398, 972, 1547, 990]
neologos-title: ΝΕΟΛΟΓΟΣ — [545, 1107, 657, 1130]
barbers-title: ΠΡΟΣΚΛΗΣΙΣ ΚΟΥΡΕΩΝ ΚΑΤΑΣΤΗΜΑΤΑΡΧΩΝ ΘΕΣΣΑΛΟΝΙΚΗΣ — [940, 758, 1145, 792]
